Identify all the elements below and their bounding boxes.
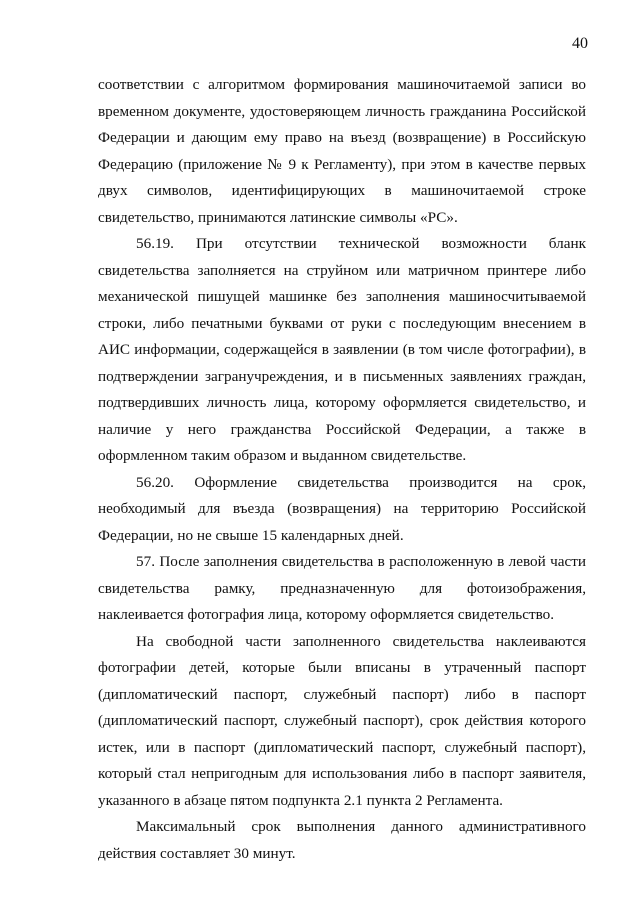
paragraph-56-19: 56.19. При отсутствии технической возможности бланк свидетельства заполняется на струйном или матричном принтере либо механической пишущей машинке без заполнения машиносчитываемой строки, либо печатными буквами от руки с последующим внесением в АИС информации, содержащейся в заявлении (в том числе фотографии), в подтверждении загранучреждения, и в письменных заявлениях граждан, подтвердивших личность лица, которому оформляется свидетельство, и наличие у него гражданства Российской Федерации, а также в оформленном таким образом и выданном свидетельстве. — [98, 235, 586, 464]
paragraph-57: 57. После заполнения свидетельства в расположенную в левой части свидетельства рамку, предназначенную для фотоизображения, наклеивается фотография лица, которому оформляется свидетельство. — [98, 553, 586, 623]
page-number: 40 — [572, 35, 588, 52]
paragraph-max-duration: Максимальный срок выполнения данного административного действия составляет 30 минут. — [98, 818, 586, 862]
paragraph-56-20: 56.20. Оформление свидетельства производится на срок, необходимый для въезда (возвращения) на территорию Российской Федерации, но не свыше 15 календарных дней. — [98, 473, 586, 544]
paragraph-children-photos: На свободной части заполненного свидетельства наклеиваются фотографии детей, которые были вписаны в утраченный паспорт (дипломатический паспорт, служебный паспорт) либо в паспорт (дипломатический паспорт, служебный паспорт), срок действия которого истек, или в паспорт (дипломатический паспорт, служебный паспорт), который стал непригодным для использования либо в паспорт заявителя, указанного в абзаце пятом подпункта 2.1 пункта 2 Регламента. — [98, 632, 586, 809]
paragraph-continuation: соответствии с алгоритмом формирования машиночитаемой записи во временном документе, удостоверяющем личность гражданина Российской Федерации и дающим ему право на въезд (возвращение) в Российскую Федерацию (приложение № 9 к Регламенту), при этом в качестве первых двух символов, идентифицирующих в машиночитаемой строке свидетельство, принимаются латинские символы «РС». — [98, 76, 586, 226]
document-body — [98, 72, 586, 867]
